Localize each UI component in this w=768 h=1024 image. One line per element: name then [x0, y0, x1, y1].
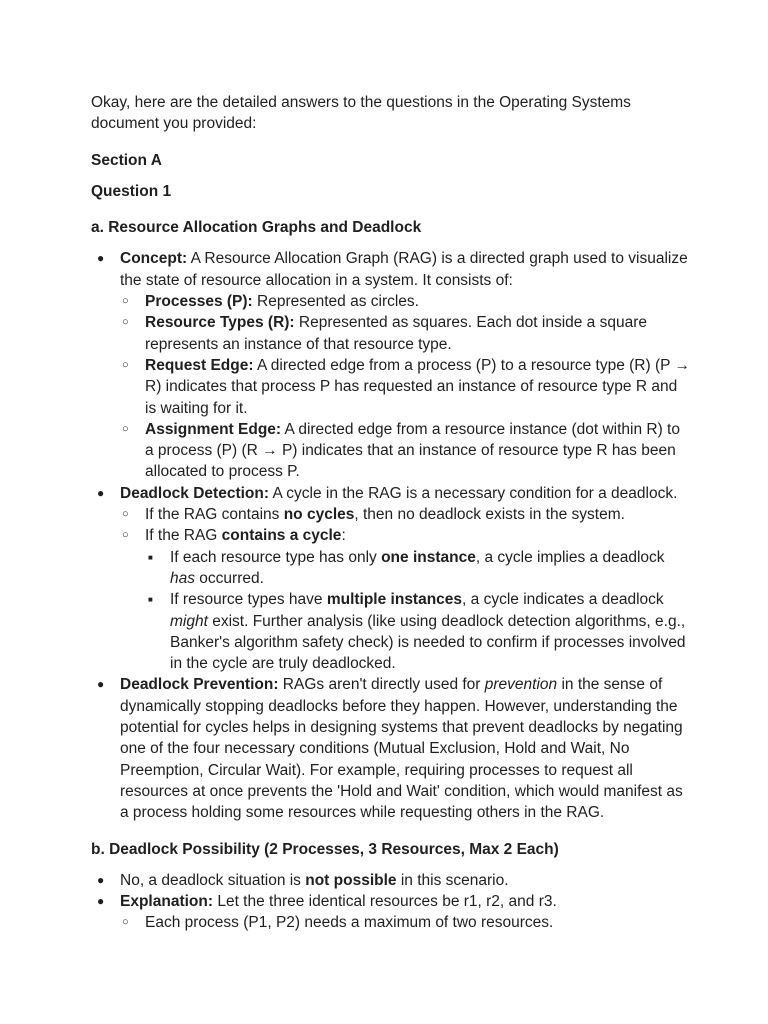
explanation-sublist: [120, 912, 691, 933]
prevention-label: Deadlock Prevention:: [120, 676, 279, 694]
list-item-deadlock-detection: [91, 483, 691, 675]
square-bullet-icon: ■: [148, 552, 153, 562]
item-label: Processes (P):: [145, 293, 253, 311]
explanation-text: Let the three identical resources be r1, r2, and r3.: [213, 893, 557, 911]
section-heading: Section A: [91, 151, 162, 169]
item-label: Request Edge:: [145, 356, 254, 374]
text-fragment: RAGs aren't directly used for: [278, 676, 485, 694]
item-text: Represented as circles.: [252, 293, 419, 311]
part-b-list: [91, 870, 691, 934]
circle-bullet-icon: ○: [122, 316, 129, 329]
explanation-label: Explanation:: [120, 893, 214, 911]
contains-cycle-bold: contains a cycle: [221, 527, 342, 545]
multiple-instances-bold: multiple instances: [326, 591, 463, 609]
part-a-heading: a. Resource Allocation Graphs and Deadlock: [91, 219, 422, 237]
text-fragment: exist. Further analysis (like using deadlock detection algorithms, e.g., Banker's algorithm safety check) is needed to confirm if processes involved in the cycle are truly deadlocked.: [170, 612, 686, 673]
text-fragment: , a cycle indicates a deadlock: [462, 591, 664, 609]
text-fragment: Each process (P1, P2) needs a maximum of two resources.: [145, 914, 554, 932]
might-italic: might: [170, 612, 208, 630]
list-item-answer: [91, 870, 691, 891]
not-possible-bold: not possible: [305, 871, 397, 889]
part-a-list: [91, 248, 691, 823]
disc-bullet-icon: ●: [97, 677, 105, 692]
text-fragment: , a cycle implies a deadlock: [475, 548, 665, 566]
concept-sublist: [120, 291, 691, 483]
list-item-resource-types: [120, 312, 691, 355]
list-item-deadlock-prevention: [91, 674, 691, 823]
item-text: A directed edge from a process (P) to a resource type (R) (P → R) indicates that process P has requested an instance of resource type R and is waiting for it.: [145, 356, 690, 417]
text-fragment: in the sense of dynamically stopping deadlocks before they happen. However, understanding the potential for cycles helps in designing systems that prevent deadlocks by negating one of the four necessary conditions (Mutual Exclusion, Hold and Wait, No Preemption, Circular Wait). For example, requiring processes to request all resources at once prevents the 'Hold and Wait' condition, which would manifest as a process holding some resources while requesting others in the RAG.: [120, 676, 683, 822]
cycle-sublist: [145, 547, 691, 675]
list-item-explanation: [91, 891, 691, 934]
text-fragment: If the RAG: [145, 527, 222, 545]
list-item-assignment-edge: [120, 419, 691, 483]
detection-text: A cycle in the RAG is a necessary condition for a deadlock.: [269, 484, 678, 502]
list-item-processes: [120, 291, 691, 312]
circle-bullet-icon: ○: [122, 916, 129, 929]
list-item-multiple-instances: [145, 589, 691, 674]
square-bullet-icon: ■: [148, 595, 153, 605]
prevention-italic: prevention: [484, 676, 558, 694]
list-item-concept: [91, 248, 691, 482]
list-item-contains-cycle: [120, 525, 691, 674]
circle-bullet-icon: ○: [122, 358, 129, 371]
disc-bullet-icon: ●: [97, 251, 105, 266]
item-text: Represented as squares. Each dot inside a square represents an instance of that resource type.: [145, 314, 648, 353]
detection-sublist: [120, 504, 691, 674]
list-item-one-instance: [145, 547, 691, 590]
concept-label: Concept:: [120, 250, 188, 268]
text-fragment: If the RAG contains: [145, 506, 284, 524]
text-fragment: No, a deadlock situation is: [120, 871, 306, 889]
text-fragment: , then no deadlock exists in the system.: [354, 506, 625, 524]
text-fragment: :: [341, 527, 346, 545]
list-item-no-cycles: [120, 504, 691, 525]
circle-bullet-icon: ○: [122, 529, 129, 542]
no-cycles-bold: no cycles: [283, 506, 355, 524]
circle-bullet-icon: ○: [122, 295, 129, 308]
concept-text: A Resource Allocation Graph (RAG) is a directed graph used to visualize the state of resource allocation in a system. It consists of:: [120, 250, 688, 289]
disc-bullet-icon: ●: [97, 872, 105, 887]
detection-label: Deadlock Detection:: [120, 484, 270, 502]
disc-bullet-icon: ●: [97, 894, 105, 909]
circle-bullet-icon: ○: [122, 508, 129, 521]
one-instance-bold: one instance: [381, 548, 476, 566]
item-label: Assignment Edge:: [145, 420, 282, 438]
item-text: A directed edge from a resource instance (dot within R) to a process (P) (R → P) indicates that an instance of resource type R has been allocated to process P.: [145, 420, 680, 481]
text-fragment: occurred.: [195, 569, 264, 587]
list-item-max-resources: [120, 912, 691, 933]
part-b-heading: b. Deadlock Possibility (2 Processes, 3 Resources, Max 2 Each): [91, 840, 559, 858]
document-content: [91, 92, 691, 934]
list-item-request-edge: [120, 355, 691, 419]
circle-bullet-icon: ○: [122, 422, 129, 435]
disc-bullet-icon: ●: [97, 485, 105, 500]
has-italic: has: [170, 569, 195, 587]
text-fragment: If resource types have: [170, 591, 327, 609]
intro-paragraph: Okay, here are the detailed answers to the questions in the Operating Systems document you provided:: [91, 94, 631, 133]
text-fragment: in this scenario.: [396, 871, 509, 889]
question-heading: Question 1: [91, 182, 172, 200]
text-fragment: If each resource type has only: [170, 548, 382, 566]
item-label: Resource Types (R):: [145, 314, 295, 332]
